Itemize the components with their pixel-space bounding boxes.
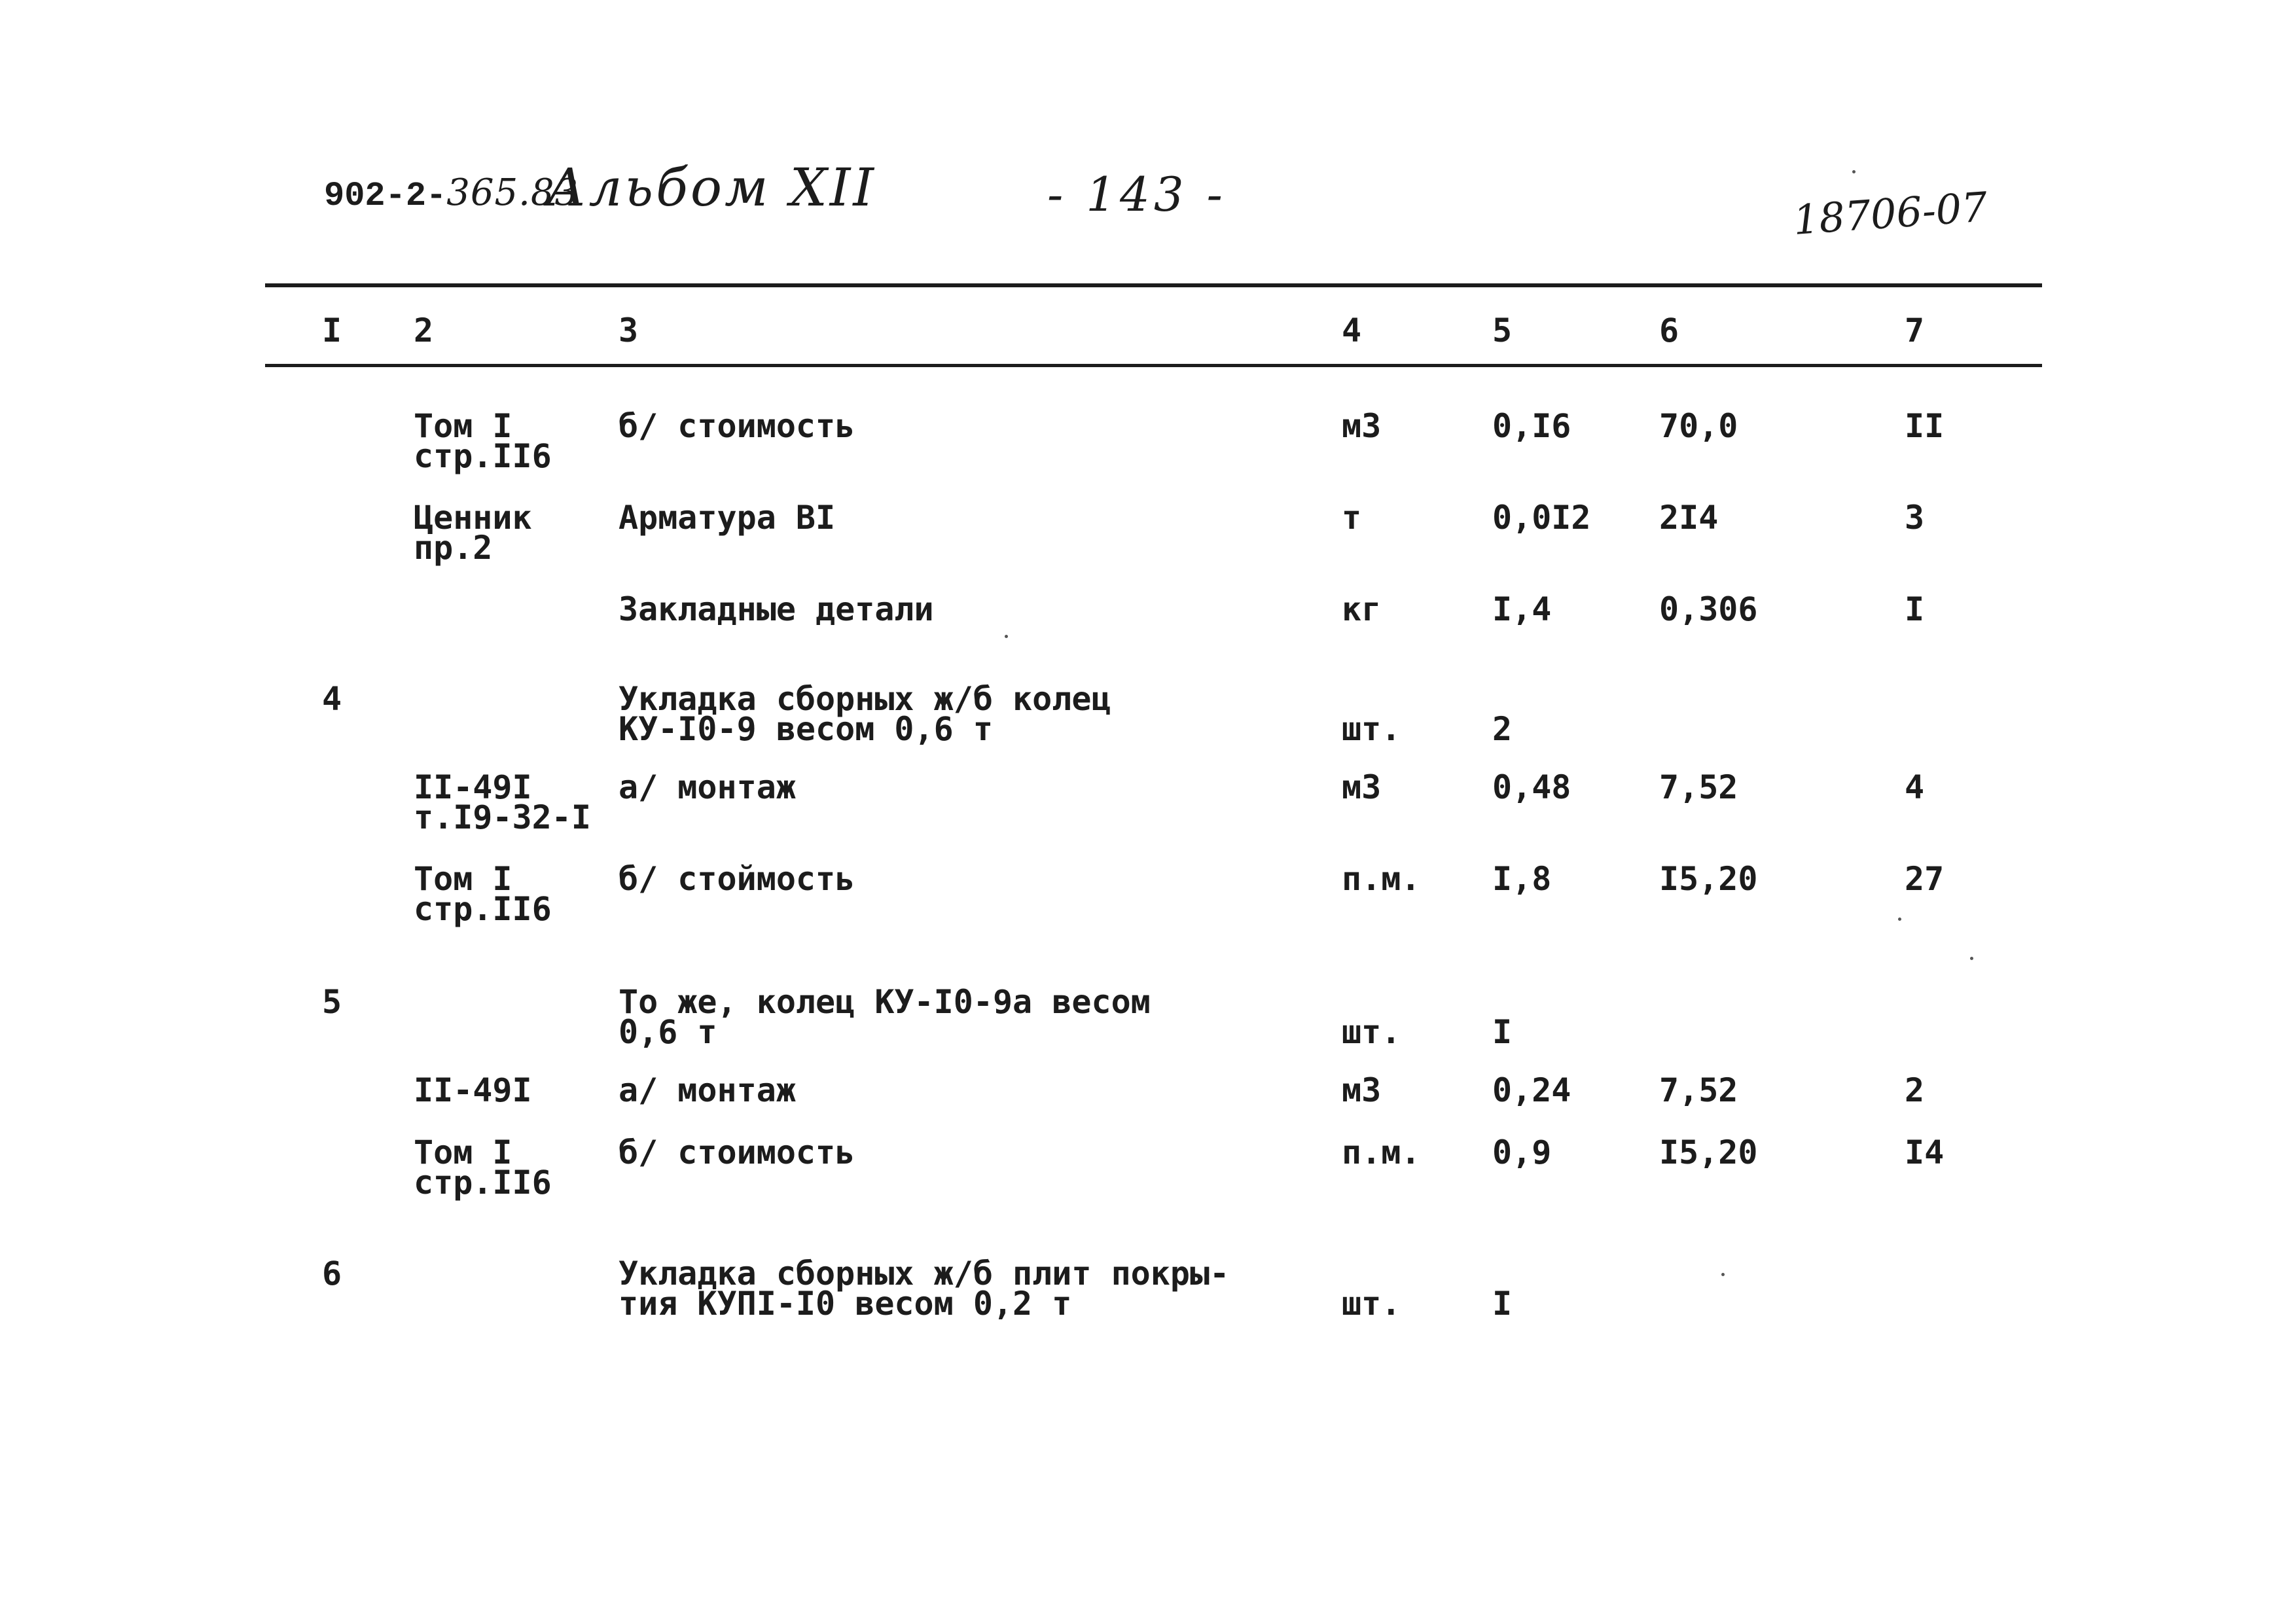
table-cell-col2: Том I стр.II6 <box>414 1133 552 1202</box>
table-cell-col6: 7,52 <box>1659 1071 1738 1109</box>
table-cell-col6: 7,52 <box>1659 768 1738 806</box>
column-header-4: 4 <box>1342 312 1362 349</box>
table-cell-col7: I4 <box>1905 1133 1945 1171</box>
table-cell-col6: 2I4 <box>1659 499 1719 537</box>
table-cell-col2: II-49I <box>414 1071 532 1109</box>
table-cell-col7: 4 <box>1905 768 1925 806</box>
column-header-1: I <box>322 312 342 349</box>
table-cell-col7: 3 <box>1905 499 1925 537</box>
table-cell-col4: т <box>1342 499 1362 537</box>
table-cell-col5: I <box>1492 1285 1513 1323</box>
table-header-rule <box>265 364 2042 367</box>
table-cell-col4: шт. <box>1342 710 1401 748</box>
table-cell-col2: Ценник пр.2 <box>414 499 532 567</box>
project-code-print: 902-2- <box>324 177 447 215</box>
table-top-rule <box>265 283 2042 287</box>
table-cell-col3: б/ стоймость <box>619 860 855 898</box>
project-code-handwritten: 365.83 <box>446 171 579 214</box>
table-cell-col3: То же, колец КУ-I0-9а весом 0,6 т <box>619 983 1151 1051</box>
column-header-6: 6 <box>1659 312 1679 349</box>
document-number: 18706-07 <box>1791 183 1989 244</box>
table-cell-col6: I5,20 <box>1659 1133 1758 1171</box>
table-cell-col5: 0,0I2 <box>1492 499 1591 537</box>
table-cell-col3: Укладка сборных ж/б колец КУ-I0-9 весом 0,6 т <box>619 680 1111 748</box>
table-cell-col5: I,8 <box>1492 860 1552 898</box>
table-cell-col7: 2 <box>1905 1071 1925 1109</box>
table-cell-col1: 6 <box>322 1255 342 1293</box>
table-cell-col3: Закладные детали <box>619 590 934 628</box>
table-cell-col3: а/ монтаж <box>619 1071 796 1109</box>
table-cell-col5: I <box>1492 1013 1513 1051</box>
table-cell-col5: I,4 <box>1492 590 1552 628</box>
scan-speck <box>1898 918 1901 921</box>
scan-speck <box>1970 957 1973 960</box>
scan-speck <box>1005 635 1008 638</box>
album-title: Альбом XII <box>547 157 876 218</box>
table-cell-col6: 0,306 <box>1659 590 1758 628</box>
table-cell-col4: п.м. <box>1342 1133 1421 1171</box>
table-cell-col3: б/ стоимость <box>619 407 855 445</box>
table-cell-col4: м3 <box>1342 407 1382 445</box>
table-cell-col2: Том I стр.II6 <box>414 860 552 928</box>
table-cell-col4: шт. <box>1342 1285 1401 1323</box>
table-cell-col5: 0,24 <box>1492 1071 1571 1109</box>
table-cell-col7: I <box>1905 590 1925 628</box>
table-cell-col4: кг <box>1342 590 1382 628</box>
table-cell-col3: Арматура BI <box>619 499 836 537</box>
table-cell-col4: шт. <box>1342 1013 1401 1051</box>
page-number: - 143 - <box>1047 167 1227 222</box>
column-header-3: 3 <box>619 312 639 349</box>
table-cell-col5: 0,I6 <box>1492 407 1571 445</box>
table-cell-col3: Укладка сборных ж/б плит покры- тия КУПI-I0 весом 0,2 т <box>619 1255 1230 1323</box>
table-cell-col3: а/ монтаж <box>619 768 796 806</box>
table-cell-col7: 27 <box>1905 860 1945 898</box>
table-cell-col4: м3 <box>1342 1071 1382 1109</box>
table-cell-col5: 2 <box>1492 710 1513 748</box>
table-cell-col2: II-49I т.I9-32-I <box>414 768 591 836</box>
column-header-5: 5 <box>1492 312 1513 349</box>
table-cell-col7: II <box>1905 407 1945 445</box>
scan-speck <box>1721 1273 1725 1276</box>
table-cell-col5: 0,9 <box>1492 1133 1552 1171</box>
table-cell-col2: Том I стр.II6 <box>414 407 552 475</box>
table-cell-col5: 0,48 <box>1492 768 1571 806</box>
project-code <box>324 171 579 215</box>
table-cell-col3: б/ стоимость <box>619 1133 855 1171</box>
column-header-7: 7 <box>1905 312 1925 349</box>
table-cell-col4: м3 <box>1342 768 1382 806</box>
scan-speck <box>1852 170 1856 173</box>
table-cell-col6: I5,20 <box>1659 860 1758 898</box>
column-header-2: 2 <box>414 312 434 349</box>
table-cell-col1: 4 <box>322 680 342 718</box>
table-cell-col1: 5 <box>322 983 342 1021</box>
table-cell-col4: п.м. <box>1342 860 1421 898</box>
table-cell-col6: 70,0 <box>1659 407 1738 445</box>
